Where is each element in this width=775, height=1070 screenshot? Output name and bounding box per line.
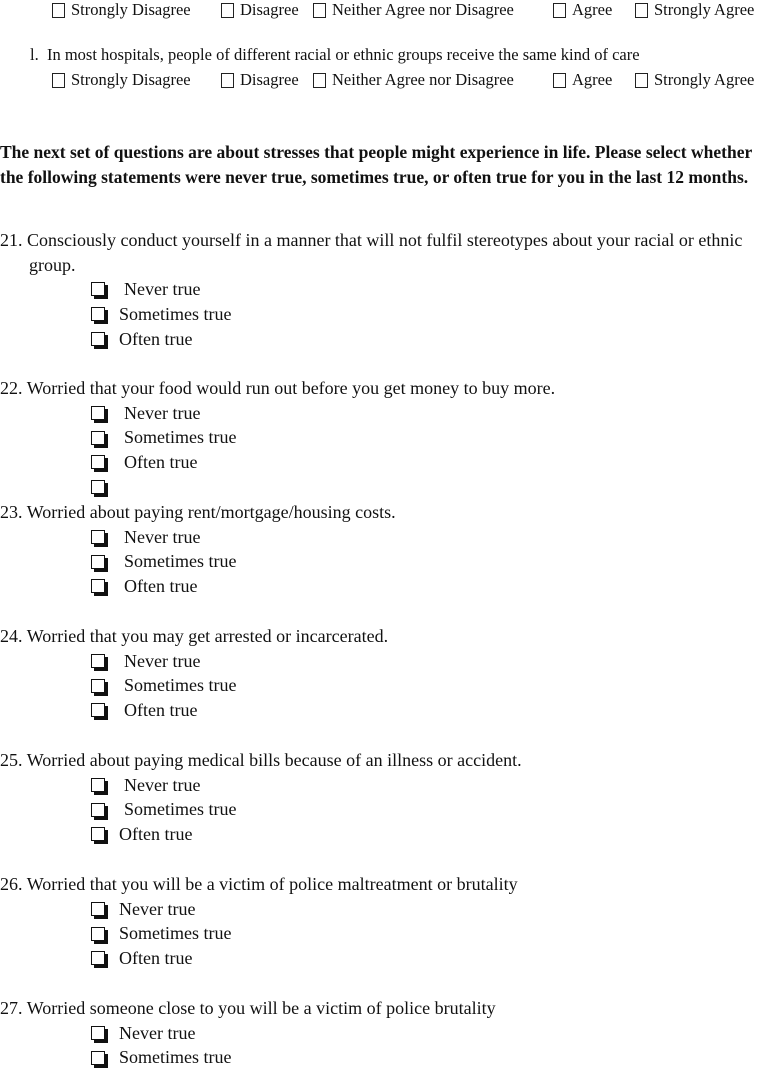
checkbox-icon[interactable] <box>91 827 105 841</box>
checkbox-icon[interactable] <box>91 679 105 693</box>
likert-option[interactable]: Agree <box>553 0 612 20</box>
checkbox-icon[interactable] <box>221 73 234 88</box>
question-23 <box>0 500 775 599</box>
answer-options <box>91 897 775 971</box>
answer-option[interactable]: Never true <box>91 897 775 922</box>
answer-option[interactable]: Often true <box>91 946 775 971</box>
answer-option[interactable]: Never true <box>91 649 775 674</box>
answer-option[interactable]: Often true <box>91 450 775 475</box>
question-25 <box>0 748 775 847</box>
answer-options <box>91 773 775 847</box>
question-text: 27. Worried someone close to you will be a victim of police brutality <box>0 996 775 1021</box>
checkbox-icon[interactable] <box>91 480 105 494</box>
likert-option[interactable]: Strongly Agree <box>635 0 754 20</box>
checkbox-icon[interactable] <box>91 1026 105 1040</box>
answer-options <box>91 1021 775 1070</box>
checkbox-icon[interactable] <box>91 579 105 593</box>
question-text: 25. Worried about paying medical bills because of an illness or accident. <box>0 748 775 773</box>
checkbox-icon[interactable] <box>553 73 566 88</box>
likert-option[interactable]: Strongly Agree <box>635 70 754 90</box>
answer-option[interactable]: Sometimes true <box>91 302 775 327</box>
checkbox-icon[interactable] <box>91 902 105 916</box>
checkbox-icon[interactable] <box>91 703 105 717</box>
answer-option[interactable]: Sometimes true <box>91 1045 775 1070</box>
answer-option[interactable]: Sometimes true <box>91 797 775 822</box>
question-text: 26. Worried that you will be a victim of police maltreatment or brutality <box>0 872 775 897</box>
checkbox-icon[interactable] <box>221 3 234 18</box>
question-text: 24. Worried that you may get arrested or incarcerated. <box>0 624 775 649</box>
checkbox-icon[interactable] <box>91 951 105 965</box>
checkbox-icon[interactable] <box>91 307 105 321</box>
checkbox-icon[interactable] <box>91 778 105 792</box>
likert-option[interactable]: Neither Agree nor Disagree <box>313 0 514 20</box>
answer-option[interactable]: Sometimes true <box>91 921 775 946</box>
answer-option[interactable]: Never true <box>91 277 775 302</box>
answer-option[interactable]: Never true <box>91 773 775 798</box>
answer-options <box>91 649 775 723</box>
answer-option[interactable]: Never true <box>91 1021 775 1046</box>
answer-option[interactable]: Often true <box>91 822 775 847</box>
question-text: 21. Consciously conduct yourself in a manner that will not fulfil stereotypes about your racial or ethnic group. <box>0 228 775 277</box>
question-22 <box>0 376 775 500</box>
checkbox-icon[interactable] <box>91 431 105 445</box>
checkbox-icon[interactable] <box>91 555 105 569</box>
answer-option[interactable]: Never true <box>91 525 775 550</box>
checkbox-icon[interactable] <box>635 3 648 18</box>
likert-option[interactable]: Strongly Disagree <box>52 70 191 90</box>
checkbox-icon[interactable] <box>91 455 105 469</box>
answer-options <box>91 525 775 599</box>
checkbox-icon[interactable] <box>91 530 105 544</box>
item-l-label: l. <box>30 45 39 64</box>
answer-option[interactable]: Sometimes true <box>91 425 775 450</box>
answer-option-empty[interactable] <box>91 475 775 500</box>
likert-option[interactable]: Agree <box>553 70 612 90</box>
answer-option[interactable]: Often true <box>91 574 775 599</box>
checkbox-icon[interactable] <box>553 3 566 18</box>
answer-options <box>91 277 775 351</box>
checkbox-icon[interactable] <box>52 73 65 88</box>
question-text: 22. Worried that your food would run out before you get money to buy more. <box>0 376 775 401</box>
answer-option[interactable]: Often true <box>91 327 775 352</box>
checkbox-icon[interactable] <box>313 3 326 18</box>
checkbox-icon[interactable] <box>91 282 105 296</box>
question-27 <box>0 996 775 1070</box>
answer-options <box>91 401 775 500</box>
checkbox-icon[interactable] <box>52 3 65 18</box>
question-text: 23. Worried about paying rent/mortgage/housing costs. <box>0 500 775 525</box>
checkbox-icon[interactable] <box>91 803 105 817</box>
checkbox-icon[interactable] <box>91 654 105 668</box>
checkbox-icon[interactable] <box>635 73 648 88</box>
likert-option[interactable]: Disagree <box>221 0 299 20</box>
checkbox-icon[interactable] <box>91 1051 105 1065</box>
question-21 <box>0 228 775 351</box>
answer-option[interactable]: Sometimes true <box>91 549 775 574</box>
question-24 <box>0 624 775 723</box>
checkbox-icon[interactable] <box>91 332 105 346</box>
item-l <box>30 45 640 65</box>
question-26 <box>0 872 775 971</box>
checkbox-icon[interactable] <box>91 927 105 941</box>
item-l-text: In most hospitals, people of different racial or ethnic groups receive the same kind of care <box>47 45 640 64</box>
answer-option[interactable]: Sometimes true <box>91 673 775 698</box>
checkbox-icon[interactable] <box>313 73 326 88</box>
likert-option[interactable]: Strongly Disagree <box>52 0 191 20</box>
section-intro: The next set of questions are about stresses that people might experience in life. Please select whether the following statements were never true, sometimes true, or often true for you in the last 12 months. <box>0 140 772 189</box>
checkbox-icon[interactable] <box>91 406 105 420</box>
answer-option[interactable]: Never true <box>91 401 775 426</box>
likert-option[interactable]: Disagree <box>221 70 299 90</box>
answer-option[interactable]: Often true <box>91 698 775 723</box>
likert-option[interactable]: Neither Agree nor Disagree <box>313 70 514 90</box>
